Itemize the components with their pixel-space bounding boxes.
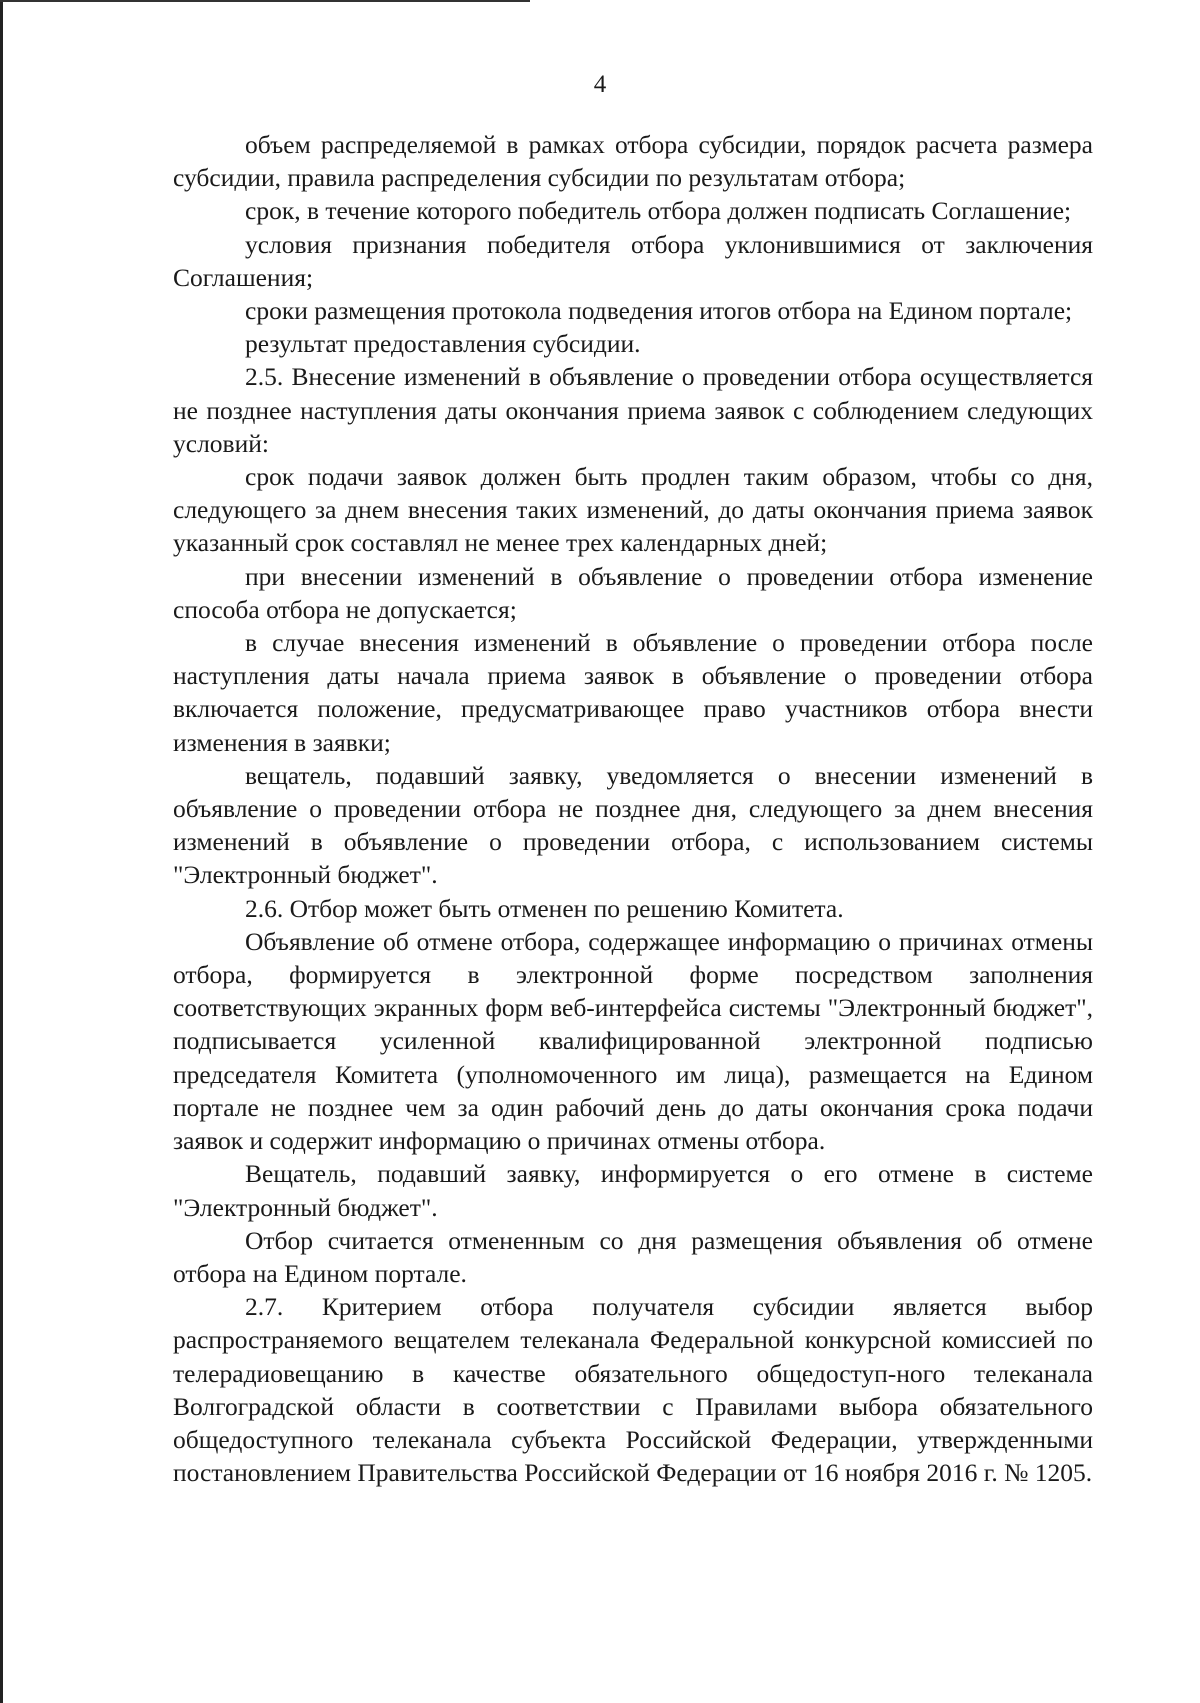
paragraph: Отбор считается отмененным со дня размещения объявления об отмене отбора на Едином портале. bbox=[173, 1225, 1093, 1288]
paragraph: срок, в течение которого победитель отбора должен подписать Соглашение; bbox=[245, 196, 1072, 226]
page-top-edge bbox=[0, 0, 530, 2]
paragraph: сроки размещения протокола подведения итогов отбора на Едином портале; bbox=[245, 296, 1073, 326]
paragraph: Вещатель, подавший заявку, информируется о его отмене в системе "Электронный бюджет". bbox=[173, 1159, 1093, 1222]
paragraph: объем распределяемой в рамках отбора субсидии, порядок расчета размера субсидии, правила распределения субсидии по результатам отбора; bbox=[173, 130, 1093, 193]
document-body bbox=[173, 128, 1093, 1489]
paragraph: 2.6. Отбор может быть отменен по решению Комитета. bbox=[245, 893, 844, 923]
page-left-edge bbox=[0, 0, 3, 1703]
paragraph: в случае внесения изменений в объявление о проведении отбора после наступления даты начала приема заявок в объявление о проведении отбора включается положение, предусматривающее право участников отбора внести изменения в заявки; bbox=[173, 628, 1093, 757]
paragraph: 2.5. Внесение изменений в объявление о проведении отбора осуществляется не позднее наступления даты окончания приема заявок с соблюдением следующих условий: bbox=[173, 362, 1093, 458]
paragraph: условия признания победителя отбора уклонившимися от заключения Соглашения; bbox=[173, 229, 1093, 292]
paragraph: результат предоставления субсидии. bbox=[245, 329, 641, 359]
paragraph: срок подачи заявок должен быть продлен таким образом, чтобы со дня, следующего за днем внесения таких изменений, до даты окончания приема заявок указанный срок составлял не менее трех календарных дней; bbox=[173, 462, 1093, 558]
paragraph: при внесении изменений в объявление о проведении отбора изменение способа отбора не допускается; bbox=[173, 561, 1093, 624]
paragraph: Объявление об отмене отбора, содержащее информацию о причинах отмены отбора, формируется в электронной форме посредством заполнения соответствующих экранных форм веб-интерфейса системы "Электронный бюджет", подписывается усиленной квалифицированной электронной подписью председателя Комитета (уполномоченного им лица), размещается на Едином портале не позднее чем за один рабочий день до даты окончания срока подачи заявок и содержит информацию о причинах отмены отбора. bbox=[173, 926, 1093, 1156]
paragraph: 2.7. Критерием отбора получателя субсидии является выбор распространяемого вещателем телеканала Федеральной конкурсной комиссией по телерадиовещанию в качестве обязательного общедоступ-ного телеканала Волгоградской области в соответствии с Правилами выбора обязательного общедоступного телеканала субъекта Российской Федерации, утвержденными постановлением Правительства Российской Федерации от 16 ноября 2016 г. № 1205. bbox=[173, 1292, 1093, 1488]
paragraph: вещатель, подавший заявку, уведомляется о внесении изменений в объявление о проведении отбора не позднее дня, следующего за днем внесения изменений в объявление о проведении отбора, с использованием системы "Электронный бюджет". bbox=[173, 760, 1093, 890]
page-number: 4 bbox=[593, 71, 607, 98]
